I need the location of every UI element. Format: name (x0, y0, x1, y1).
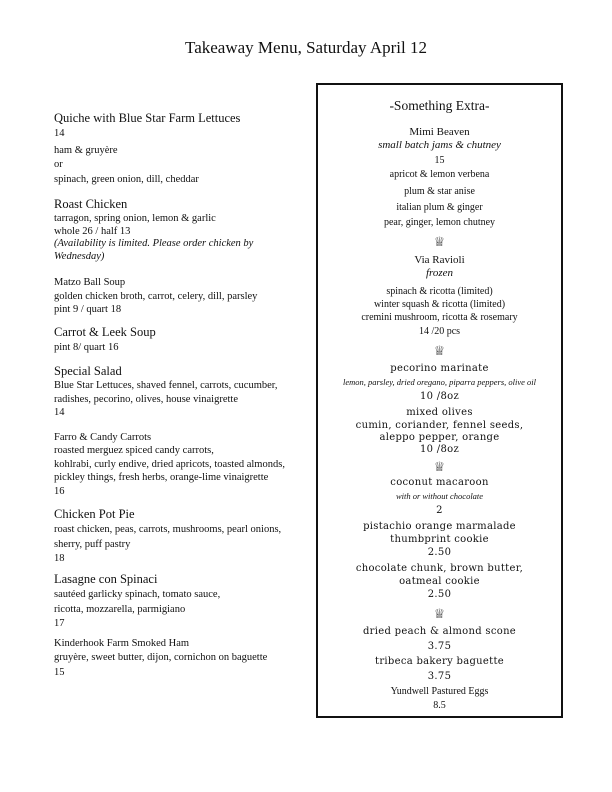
olives-desc: aleppo pepper, orange (379, 432, 500, 443)
baguette-name: tribeca bakery baguette (375, 656, 504, 667)
item-desc: kohlrabi, curly endive, dried apricots, toasted almonds, (54, 458, 285, 470)
menu-item-lasagne-con-spinaci (54, 572, 220, 631)
via-ravioli-name: Via Ravioli (414, 254, 465, 266)
ravioli-price: 14 /20 pcs (418, 326, 461, 337)
eggs-name: Yundwell Pastured Eggs (390, 686, 489, 697)
mimi-beaven-subtitle: small batch jams & chutney (378, 139, 501, 151)
item-desc: golden chicken broth, carrot, celery, dill, parsley (54, 291, 258, 302)
mimi-beaven-name: Mimi Beaven (409, 126, 470, 138)
item-name: Lasagne con Spinaci (54, 572, 158, 586)
item-price: pint 9 / quart 18 (54, 303, 122, 315)
menu-item-quiche (54, 111, 240, 186)
chocolate-cookie-name: oatmeal cookie (399, 576, 480, 587)
item-price: pint 8/ quart 16 (54, 342, 119, 353)
pistachio-cookie-price: 2.50 (427, 547, 452, 558)
item-desc: ricotta, mozzarella, parmigiano (54, 603, 186, 615)
jam-flavor: plum & star anise (404, 186, 475, 197)
box-heading: -Something Extra- (389, 98, 490, 113)
ravioli-flavor: spinach & ricotta (limited) (386, 286, 493, 297)
item-note: Wednesday) (54, 250, 105, 262)
item-price: 14 (54, 407, 65, 418)
chocolate-cookie-price: 2.50 (427, 589, 452, 600)
eggs-price: 8.5 (433, 700, 446, 711)
macaroon-name: coconut macaroon (390, 477, 489, 488)
item-name: Quiche with Blue Star Farm Lettuces (54, 111, 241, 125)
item-name: Matzo Ball Soup (54, 277, 126, 288)
item-price: 17 (54, 618, 65, 629)
olives-name: mixed olives (406, 407, 473, 418)
ravioli-flavor: cremini mushroom, ricotta & rosemary (361, 312, 518, 323)
pecorino-name: pecorino marinate (390, 363, 489, 374)
jam-flavor: pear, ginger, lemon chutney (383, 217, 496, 228)
item-desc: spinach, green onion, dill, cheddar (54, 173, 199, 185)
scone-price: 3.75 (427, 641, 452, 652)
crown-ornament-icon: ♕ (433, 234, 446, 249)
page-title: Takeaway Menu, Saturday April 12 (185, 38, 427, 57)
crown-ornament-icon: ♕ (433, 606, 446, 621)
menu-item-chicken-pot-pie (54, 507, 281, 566)
item-name: Kinderhook Farm Smoked Ham (54, 638, 190, 649)
pecorino-subtitle: lemon, parsley, dried oregano, piparra peppers, olive oil (342, 377, 537, 387)
item-desc: sherry, puff pastry (54, 538, 131, 550)
menu-item-special-salad (54, 364, 278, 420)
jam-flavor: italian plum & ginger (396, 202, 483, 213)
item-name: Chicken Pot Pie (54, 507, 135, 521)
item-name: Special Salad (54, 364, 122, 378)
olives-desc: cumin, coriander, fennel seeds, (355, 420, 524, 431)
menu-item-roast-chicken (54, 197, 253, 263)
menu-item-kinderhook-smoked-ham (54, 637, 267, 679)
menu-item-carrot-leek-soup (54, 325, 156, 355)
item-desc: Blue Star Lettuces, shaved fennel, carrots, cucumber, (54, 380, 278, 391)
item-price: 14 (54, 128, 65, 139)
item-price: whole 26 / half 13 (54, 225, 131, 237)
item-price: 16 (54, 485, 65, 497)
olives-price: 10 /8oz (419, 444, 460, 455)
via-ravioli-subtitle: frozen (425, 267, 454, 279)
something-extra-box (316, 83, 563, 718)
crown-ornament-icon: ♕ (433, 343, 446, 358)
macaroon-price: 2 (436, 505, 443, 516)
item-desc: roasted merguez spiced candy carrots, (54, 445, 214, 456)
menu-item-farro-candy-carrots (54, 431, 285, 498)
pecorino-price: 10 /8oz (419, 391, 460, 402)
item-price: 18 (54, 553, 65, 564)
macaroon-subtitle: with or without chocolate (395, 491, 484, 501)
item-desc: pickley things, fresh herbs, orange-lime vinaigrette (54, 472, 269, 483)
item-desc: gruyère, sweet butter, dijon, cornichon on baguette (54, 652, 268, 663)
jam-flavor: apricot & lemon verbena (389, 169, 490, 180)
item-desc: sautéed garlicky spinach, tomato sauce, (54, 589, 221, 600)
item-name: Roast Chicken (54, 197, 128, 211)
scone-name: dried peach & almond scone (362, 626, 517, 637)
item-name: Carrot & Leek Soup (54, 325, 156, 339)
item-desc: radishes, pecorino, olives, house vinaigrette (54, 393, 238, 405)
mimi-beaven-price: 15 (434, 155, 445, 166)
item-name: Farro & Candy Carrots (54, 432, 152, 443)
item-price: 15 (54, 666, 65, 678)
pistachio-cookie-name: thumbprint cookie (390, 534, 489, 545)
item-desc: ham & gruyère (54, 144, 118, 156)
baguette-price: 3.75 (427, 671, 452, 682)
item-desc: or (54, 159, 63, 170)
item-desc: roast chicken, peas, carrots, mushrooms, pearl onions, (54, 524, 282, 535)
item-desc: tarragon, spring onion, lemon & garlic (54, 213, 216, 224)
chocolate-cookie-name: chocolate chunk, brown butter, (355, 563, 524, 574)
ravioli-flavor: winter squash & ricotta (limited) (373, 299, 506, 310)
menu-item-matzo-ball-soup (54, 276, 257, 316)
crown-ornament-icon: ♕ (433, 459, 446, 474)
item-note: (Availability is limited. Please order chicken by (54, 238, 254, 249)
pistachio-cookie-name: pistachio orange marmalade (363, 521, 516, 532)
